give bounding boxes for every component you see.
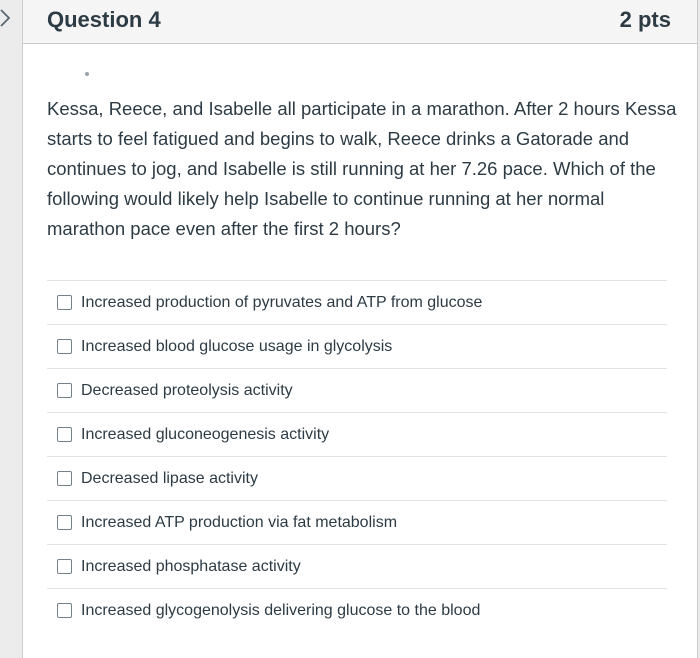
checkbox-icon[interactable] bbox=[57, 295, 72, 310]
answer-option[interactable] bbox=[47, 544, 667, 588]
answer-label: Increased ATP production via fat metabolism bbox=[81, 513, 398, 531]
answer-label: Decreased lipase activity bbox=[81, 469, 258, 487]
checkbox-icon[interactable] bbox=[57, 515, 72, 530]
answer-label: Increased glycogenolysis delivering glucose to the blood bbox=[81, 601, 481, 619]
answer-label: Increased blood glucose usage in glycolysis bbox=[81, 337, 393, 355]
answer-option[interactable] bbox=[47, 588, 667, 632]
chevron-right-icon[interactable] bbox=[0, 6, 14, 30]
left-gutter bbox=[0, 0, 22, 658]
checkbox-icon[interactable] bbox=[57, 559, 72, 574]
answer-label: Increased gluconeogenesis activity bbox=[81, 425, 330, 443]
question-points: 2 pts bbox=[619, 7, 671, 32]
answer-option[interactable] bbox=[47, 324, 667, 368]
question-title: Question 4 bbox=[47, 7, 161, 32]
answer-list bbox=[47, 280, 667, 632]
answer-option[interactable] bbox=[47, 456, 667, 500]
checkbox-icon[interactable] bbox=[57, 427, 72, 442]
answer-option[interactable] bbox=[47, 280, 667, 324]
checkbox-icon[interactable] bbox=[57, 471, 72, 486]
checkbox-icon[interactable] bbox=[57, 603, 72, 618]
bullet-dot bbox=[85, 72, 89, 76]
checkbox-icon[interactable] bbox=[57, 339, 72, 354]
answer-option[interactable] bbox=[47, 500, 667, 544]
question-card bbox=[22, 0, 698, 658]
answer-label: Increased production of pyruvates and ATP from glucose bbox=[81, 293, 483, 311]
question-text: Kessa, Reece, and Isabelle all participate in a marathon. After 2 hours Kessa starts to feel fatigued and begins to walk, Reece drinks a Gatorade and continues to jog, and Isabelle is still running at her 7.26 pace. Which of the following would likely help Isabelle to continue running at her normal marathon pace even after the first 2 hours? bbox=[47, 98, 677, 239]
answer-label: Increased phosphatase activity bbox=[81, 557, 301, 575]
answer-option[interactable] bbox=[47, 412, 667, 456]
question-header bbox=[23, 0, 697, 44]
answer-label: Decreased proteolysis activity bbox=[81, 381, 293, 399]
checkbox-icon[interactable] bbox=[57, 383, 72, 398]
answer-option[interactable] bbox=[47, 368, 667, 412]
